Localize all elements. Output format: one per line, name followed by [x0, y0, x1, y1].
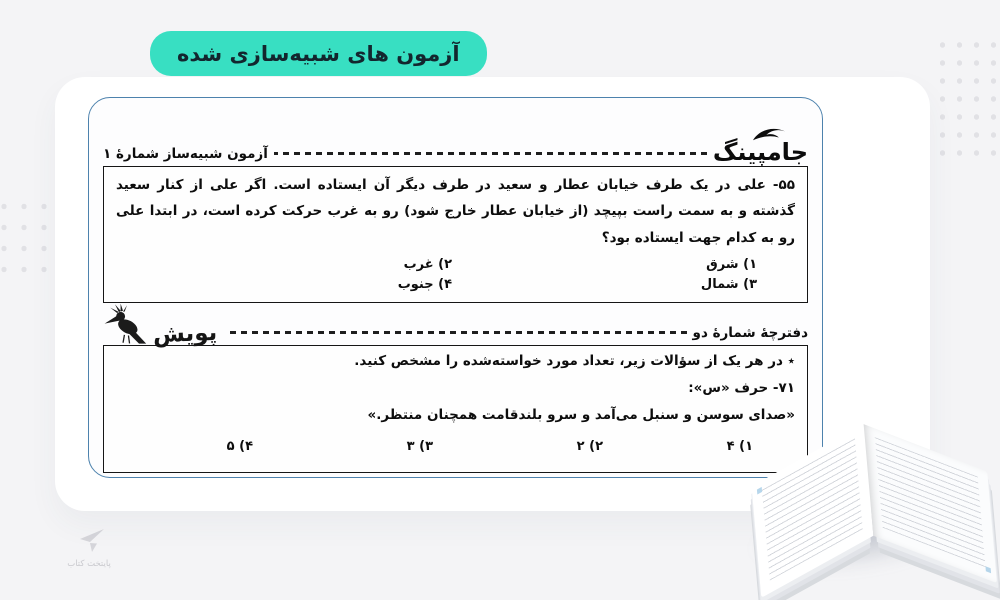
publisher-watermark-label: پایتخت کتاب [67, 559, 111, 569]
paper-plane-icon [72, 527, 106, 553]
option-2: ۲) غرب [403, 256, 452, 272]
option-4: ۴) جنوب [397, 276, 452, 292]
publisher-watermark [56, 527, 122, 569]
option-1: ۱) شرق [706, 256, 757, 272]
dashed-divider-1 [274, 152, 707, 155]
option-3: ۳) شمال [700, 276, 757, 292]
test-header-1 [103, 106, 808, 166]
dots-pattern-top-right [934, 36, 1000, 168]
booklet-header [103, 303, 808, 349]
book-pages [745, 388, 989, 538]
option-4: ۴) ۵ [226, 438, 253, 454]
booklet-header-label: دفترچهٔ شمارهٔ دو [692, 324, 808, 341]
page-marker [985, 566, 991, 573]
option-3: ۳) ۳ [406, 438, 433, 454]
section-instruction: ٭ در هر یک از سؤالات زیر، تعداد مورد خواسته‌شده را مشخص کنید. [354, 352, 795, 369]
page-marker [757, 487, 762, 495]
page-title-badge [150, 31, 487, 76]
question-71-quote: «صدای سوسن و سنبل می‌آمد و سرو بلندقامت همچنان منتظر.» [367, 406, 795, 423]
dots-pattern-left [0, 196, 50, 282]
question-71-box [103, 345, 808, 473]
question-55-options [116, 251, 795, 292]
hoopoe-bird-icon [103, 303, 151, 349]
pooyesh-logo-text: پویش [152, 319, 218, 349]
question-55-text: ۵۵- علی در یک طرف خیابان عطار و سعید در طرف دیگر آن ایستاده است. اگر علی از کنار سعید گذشته و به سمت راست بپیچد (از خیابان عطار خارج شود) رو به غرب حرکت کرده است، در ابتدا علی رو به کدام جهت ایستاده بود؟ [116, 177, 795, 246]
pooyesh-logo [103, 303, 221, 349]
jumping-logo [713, 126, 808, 166]
jumping-logo-text: جامپینگ [712, 138, 808, 166]
dashed-divider-2 [227, 331, 686, 334]
page-title: آزمون های شبیه‌سازی شده [177, 41, 460, 66]
test-header-1-label: آزمون شبیه‌ساز شمارهٔ ۱ [103, 146, 268, 162]
question-71-options [116, 432, 795, 454]
option-2: ۲) ۲ [576, 438, 603, 454]
question-71-text: ۷۱- حرف «س»: [688, 379, 795, 396]
question-55-box [103, 166, 808, 303]
exam-card [88, 97, 823, 478]
open-book-photo [742, 388, 1000, 588]
option-1: ۱) ۴ [726, 438, 753, 454]
